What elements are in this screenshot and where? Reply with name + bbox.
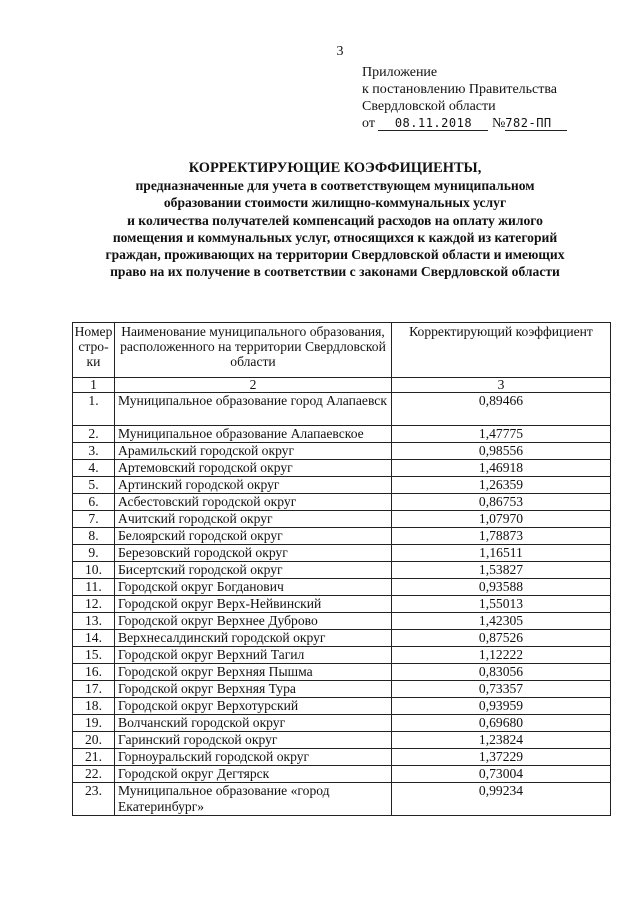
- appendix-date-line: [362, 115, 567, 132]
- column-number: 2: [115, 378, 392, 393]
- municipality-name: Белоярский городской округ: [115, 528, 392, 545]
- table-row: [73, 715, 611, 732]
- coefficient-value: 1,53827: [392, 562, 611, 579]
- appendix-block: [362, 64, 567, 132]
- table-row: [73, 460, 611, 477]
- column-number: 3: [392, 378, 611, 393]
- municipality-name: Городской округ Верх-Нейвинский: [115, 596, 392, 613]
- date-prefix: от: [362, 116, 375, 131]
- resolution-number: 782-ПП: [505, 116, 567, 131]
- row-number: 7.: [73, 511, 115, 528]
- number-prefix: №: [491, 116, 506, 131]
- page-number: 3: [336, 44, 344, 59]
- municipality-name: Бисертский городской округ: [115, 562, 392, 579]
- resolution-date: 08.11.2018: [378, 116, 488, 131]
- table-row: [73, 664, 611, 681]
- title-line: граждан, проживающих на территории Свердловской области и имеющих: [105, 247, 565, 263]
- row-number: 4.: [73, 460, 115, 477]
- municipality-name: Муниципальное образование «город Екатеринбург»: [115, 783, 392, 816]
- municipality-name: Арамильский городской округ: [115, 443, 392, 460]
- table-row: [73, 596, 611, 613]
- table-row: [73, 511, 611, 528]
- municipality-name: Городской округ Верхний Тагил: [115, 647, 392, 664]
- table-row: [73, 613, 611, 630]
- coefficient-value: 1,07970: [392, 511, 611, 528]
- coefficient-value: 0,87526: [392, 630, 611, 647]
- row-number: 20.: [73, 732, 115, 749]
- municipality-name: Муниципальное образование город Алапаевск: [115, 393, 392, 426]
- municipality-name: Артинский городской округ: [115, 477, 392, 494]
- row-number: 1.: [73, 393, 115, 426]
- row-number: 16.: [73, 664, 115, 681]
- table-row: [73, 393, 611, 426]
- table-row: [73, 528, 611, 545]
- row-number: 8.: [73, 528, 115, 545]
- row-number: 3.: [73, 443, 115, 460]
- coefficient-value: 0,69680: [392, 715, 611, 732]
- header-municipality-name: Наименование муниципального образования, расположенного на территории Свердловской области: [115, 323, 392, 378]
- table-row: [73, 732, 611, 749]
- row-number: 14.: [73, 630, 115, 647]
- row-number: 19.: [73, 715, 115, 732]
- header-coefficient: Корректирующий коэффициент: [392, 323, 611, 378]
- coefficient-value: 0,93959: [392, 698, 611, 715]
- coefficients-table: [72, 322, 611, 816]
- table-header-row: [73, 323, 611, 378]
- municipality-name: Городской округ Верхнее Дуброво: [115, 613, 392, 630]
- row-number: 9.: [73, 545, 115, 562]
- coefficient-value: 1,46918: [392, 460, 611, 477]
- coefficient-value: 1,26359: [392, 477, 611, 494]
- table-row: [73, 630, 611, 647]
- row-number: 15.: [73, 647, 115, 664]
- coefficient-value: 0,86753: [392, 494, 611, 511]
- table-row: [73, 783, 611, 816]
- table-row: [73, 647, 611, 664]
- table-row: [73, 579, 611, 596]
- coefficient-value: 0,83056: [392, 664, 611, 681]
- coefficient-value: 1,12222: [392, 647, 611, 664]
- row-number: 6.: [73, 494, 115, 511]
- coefficient-value: 0,73004: [392, 766, 611, 783]
- municipality-name: Верхнесалдинский городской округ: [115, 630, 392, 647]
- coefficient-value: 1,47775: [392, 426, 611, 443]
- table-row: [73, 766, 611, 783]
- title-main: КОРРЕКТИРУЮЩИЕ КОЭФФИЦИЕНТЫ,: [188, 160, 482, 176]
- row-number: 2.: [73, 426, 115, 443]
- municipality-name: Городской округ Верхняя Тура: [115, 681, 392, 698]
- appendix-resolution: к постановлению Правительства: [362, 82, 558, 97]
- row-number: 5.: [73, 477, 115, 494]
- row-number: 21.: [73, 749, 115, 766]
- title-line: предназначенные для учета в соответствующем муниципальном: [135, 178, 535, 194]
- row-number: 10.: [73, 562, 115, 579]
- appendix-title: Приложение: [362, 65, 438, 80]
- title-line: и количества получателей компенсаций расходов на оплату жилого: [127, 212, 543, 228]
- coefficient-value: 0,93588: [392, 579, 611, 596]
- municipality-name: Муниципальное образование Алапаевское: [115, 426, 392, 443]
- table-row: [73, 494, 611, 511]
- coefficient-value: 1,78873: [392, 528, 611, 545]
- row-number: 12.: [73, 596, 115, 613]
- table-row: [73, 562, 611, 579]
- municipality-name: Городской округ Верхняя Пышма: [115, 664, 392, 681]
- municipality-name: Асбестовский городской округ: [115, 494, 392, 511]
- municipality-name: Городской округ Дегтярск: [115, 766, 392, 783]
- municipality-name: Артемовский городской округ: [115, 460, 392, 477]
- coefficient-value: 1,42305: [392, 613, 611, 630]
- table-row: [73, 681, 611, 698]
- table-row: [73, 443, 611, 460]
- coefficient-value: 1,16511: [392, 545, 611, 562]
- title-line: образовании стоимости жилищно-коммунальных услуг: [163, 195, 507, 211]
- table-row: [73, 545, 611, 562]
- table-row: [73, 749, 611, 766]
- row-number: 22.: [73, 766, 115, 783]
- appendix-region: Свердловской области: [362, 99, 496, 114]
- column-number: 1: [73, 378, 115, 393]
- coefficient-value: 1,55013: [392, 596, 611, 613]
- municipality-name: Волчанский городской округ: [115, 715, 392, 732]
- coefficient-value: 0,73357: [392, 681, 611, 698]
- municipality-name: Городской округ Верхотурский: [115, 698, 392, 715]
- row-number: 17.: [73, 681, 115, 698]
- row-number: 11.: [73, 579, 115, 596]
- municipality-name: Ачитский городской округ: [115, 511, 392, 528]
- coefficient-value: 0,98556: [392, 443, 611, 460]
- header-row-number: Номер стро- ки: [73, 323, 115, 378]
- title-line: помещения и коммунальных услуг, относящихся к каждой из категорий: [112, 229, 558, 245]
- row-number: 18.: [73, 698, 115, 715]
- table-row: [73, 698, 611, 715]
- municipality-name: Горноуральский городской округ: [115, 749, 392, 766]
- table-body: [73, 393, 611, 816]
- coefficient-value: 0,99234: [392, 783, 611, 816]
- row-number: 13.: [73, 613, 115, 630]
- document-title: [40, 160, 630, 280]
- table-row: [73, 477, 611, 494]
- municipality-name: Березовский городской округ: [115, 545, 392, 562]
- municipality-name: Городской округ Богданович: [115, 579, 392, 596]
- coefficient-value: 1,23824: [392, 732, 611, 749]
- table-row: [73, 426, 611, 443]
- row-number: 23.: [73, 783, 115, 816]
- coefficient-value: 1,37229: [392, 749, 611, 766]
- title-line: право на их получение в соответствии с законами Свердловской области: [110, 264, 560, 280]
- coefficient-value: 0,89466: [392, 393, 611, 426]
- municipality-name: Гаринский городской округ: [115, 732, 392, 749]
- column-number-row: [73, 378, 611, 393]
